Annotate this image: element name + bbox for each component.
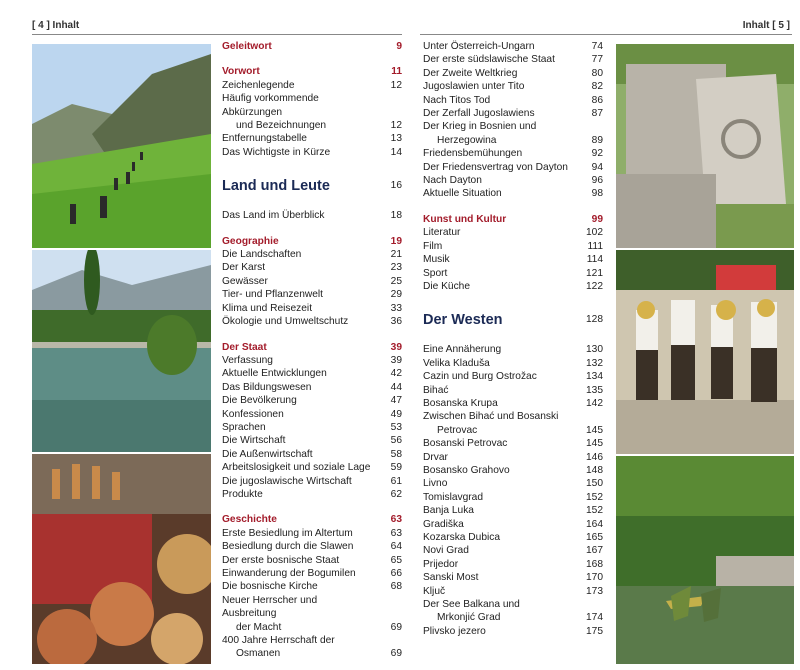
toc-entry [222,448,402,461]
toc-page-number: 42 [390,368,402,380]
photo-stecci-tombstones [616,44,794,248]
header-rule-right [420,34,792,35]
toc-page-number: 152 [586,491,603,503]
toc-entry-title: Das Wichtigste in Kürze [222,146,331,158]
toc-entry-title: Bosanski Petrovac [423,438,508,450]
toc-entry-title: Bihać [423,384,449,396]
toc-entry-title: Aktuelle Entwicklungen [222,368,327,380]
toc-entry-title: Prijedor [423,558,459,570]
toc-entry-title: Die Landschaften [222,249,302,261]
toc-entry-title: Der Zerfall Jugoslawiens [423,108,535,120]
toc-page-number: 165 [586,532,603,543]
toc-entry [423,544,603,557]
toc-page-number [581,120,603,133]
toc-entry [222,475,402,488]
toc-entry-title: Die Bevölkerung [222,395,297,407]
toc-page-number: 77 [591,54,603,66]
toc-entry [222,580,402,593]
toc-entry-title: Ključ [423,585,446,597]
toc-page-number: 142 [586,397,603,409]
toc-entry [423,625,603,638]
toc-page-number: 122 [586,280,603,292]
toc-entry [423,397,603,410]
toc-entry [222,421,402,434]
toc-entry-title: Jugoslawien unter Tito [423,81,525,93]
toc-entry-title: Bosanska Krupa [423,397,498,409]
toc-entry-title: Zeichenlegende [222,79,295,91]
toc-entry-title: Film [423,240,443,252]
toc-page-number: 99 [591,213,603,225]
toc-page-number: 64 [390,541,402,553]
toc-chapter-heading [423,311,603,329]
toc-entry [222,461,402,474]
photo-hikers-meadow [32,44,211,248]
toc-page-number: 19 [390,235,402,247]
toc-page-number: 36 [390,316,402,328]
toc-page-number: 114 [586,254,603,266]
toc-page-number: 150 [586,478,603,490]
toc-entry-title: Ökologie und Umweltschutz [222,316,349,328]
toc-entry-title: Cazin und Burg Ostrožac [423,371,537,383]
toc-entry [423,357,603,370]
toc-entry [423,120,603,133]
toc-page-number: 62 [390,488,402,500]
toc-page-number: 168 [586,558,603,570]
toc-entry-title: Zwischen Bihać und Bosanski [423,411,559,423]
toc-page-number: 47 [390,395,402,407]
toc-entry [222,209,402,222]
toc-page-number: 63 [390,514,402,526]
toc-entry-title: Häufig vorkommende Abkürzungen [222,93,319,118]
toc-entry [423,424,603,437]
toc-page-number: 65 [390,554,402,566]
toc-entry-title: Geleitwort [222,41,272,52]
toc-page-number [581,598,603,611]
toc-page-number: 63 [390,527,402,539]
toc-page-number [581,410,603,423]
toc-entry-title: 400 Jahre Herrschaft der [222,635,335,647]
toc-entry [423,107,603,120]
toc-entry [222,567,402,580]
toc-page-number: 39 [390,341,402,353]
toc-page-number: 167 [586,545,603,557]
toc-entry [423,464,603,477]
toc-entry [423,161,603,174]
toc-entry [222,381,402,394]
toc-page-number: 174 [586,612,603,624]
toc-entry-title: und Bezeichnungen [236,120,327,132]
toc-page-number: 87 [591,108,603,120]
toc-page-number: 128 [586,314,603,326]
toc-entry-title: Literatur [423,227,461,239]
toc-entry-title: Die Küche [423,280,471,292]
toc-entry-title: Musik [423,254,450,266]
toc-entry-title: Drvar [423,451,448,463]
toc-page-number: 82 [591,81,603,93]
toc-page-number: 175 [586,625,603,637]
toc-page-number: 58 [390,448,402,460]
toc-page-number: 11 [391,66,402,78]
toc-page-number: 94 [591,161,603,173]
toc-entry [423,451,603,464]
toc-section-heading [222,341,402,354]
toc-page-number: 148 [586,464,603,476]
toc-entry [423,267,603,280]
toc-entry-title: Arbeitslosigkeit und soziale Lage [222,462,371,474]
toc-page-number: 135 [586,384,603,396]
toc-page-number: 66 [390,568,402,579]
toc-entry [222,488,402,501]
toc-entry [423,558,603,571]
photo-brass-band [616,250,794,454]
toc-entry [423,518,603,531]
toc-entry [423,343,603,356]
toc-entry-title: Entfernungstabelle [222,133,307,145]
toc-page-number: 121 [586,267,603,279]
toc-entry [423,571,603,584]
toc-page-number: 25 [390,275,402,287]
toc-entry [423,611,603,624]
toc-section-heading [423,213,603,226]
toc-page-number: 9 [396,41,402,52]
toc-entry-title: Friedensbemühungen [423,148,523,160]
header-rule-left [32,34,402,35]
header-right: Inhalt [ 5 ] [742,20,790,31]
toc-entry [423,531,603,544]
toc-entry [423,370,603,383]
toc-entry [222,527,402,540]
toc-entry-title: Sanski Most [423,572,479,584]
toc-entry-title: Besiedlung durch die Slawen [222,541,354,553]
toc-entry-title: Sprachen [222,421,266,433]
toc-page-number: 44 [390,381,402,393]
toc-entry-title: Die bosnische Kirche [222,581,318,593]
toc-entry [222,634,402,647]
toc-entry [222,132,402,145]
toc-entry-title: Geschichte [222,514,277,526]
toc-entry-title: Der erste bosnische Staat [222,554,340,566]
toc-entry-title: Kozarska Dubica [423,532,501,543]
toc-page-number: 18 [390,210,402,222]
photo-river-landscape [32,250,211,452]
toc-entry [423,384,603,397]
toc-entry [423,53,603,66]
toc-entry-title: Livno [423,478,448,490]
toc-section-heading [222,513,402,526]
toc-entry [423,40,603,53]
photo-lake-boats [616,456,794,664]
toc-page-number: 134 [586,371,603,383]
toc-entry-title: Der See Balkana und [423,599,520,611]
toc-entry-title: Der Zweite Weltkrieg [423,67,518,79]
toc-page-number: 86 [591,94,603,106]
toc-entry-title: Der Krieg in Bosnien und [423,121,537,133]
toc-page-number: 145 [586,438,603,450]
toc-page-number: 170 [586,572,603,584]
toc-entry [423,253,603,266]
toc-entry-title: Die jugoslawische Wirtschaft [222,475,352,487]
toc-section-heading [222,65,402,78]
toc-entry [423,240,603,253]
toc-entry [423,94,603,107]
toc-entry [222,92,402,119]
toc-entry [423,67,603,80]
toc-page-number: 33 [390,302,402,314]
toc-entry-title: Plivsko jezero [423,625,486,637]
toc-entry-title: Erste Besiedlung im Altertum [222,527,353,539]
toc-entry [222,540,402,553]
toc-entry-title: Der Karst [222,262,266,274]
toc-entry-title: Neuer Herrscher und Ausbreitung [222,594,318,620]
toc-entry [423,491,603,504]
toc-entry-title: Verfassung [222,354,273,366]
toc-page-number: 80 [591,67,603,79]
toc-entry-title: Herzegowina [437,134,497,146]
toc-page-number: 96 [591,175,603,187]
toc-entry-title: Der Staat [222,341,267,353]
toc-column-right [423,40,603,638]
toc-entry [222,261,402,274]
toc-entry [222,315,402,328]
toc-entry [222,302,402,315]
toc-entry [222,146,402,159]
toc-page-number: 59 [390,462,402,474]
toc-page-number: 130 [586,344,603,356]
toc-entry-title: Klima und Reisezeit [222,302,313,314]
toc-page-number: 164 [586,518,603,530]
toc-page-number [380,594,402,621]
toc-entry [222,119,402,132]
toc-column-left [222,40,402,661]
toc-entry-title: Banja Luka [423,505,474,517]
toc-entry [423,226,603,239]
toc-page-number: 89 [591,134,603,146]
toc-entry-title: Vorwort [222,66,260,78]
toc-entry-title: Kunst und Kultur [423,213,507,225]
toc-entry-title: Die Außenwirtschaft [222,448,313,460]
toc-page-number: 13 [390,133,402,145]
toc-page-number: 98 [591,188,603,200]
toc-entry-title: Tomislavgrad [423,491,484,503]
toc-page-number: 145 [586,424,603,436]
toc-entry-title: Velika Kladuša [423,357,490,369]
toc-page-number: 12 [390,79,402,91]
toc-entry [222,554,402,567]
toc-entry [222,79,402,92]
toc-entry [423,598,603,611]
toc-page-number: 39 [390,354,402,366]
toc-entry [423,147,603,160]
toc-entry-title: Der erste südslawische Staat [423,54,555,66]
toc-page-number: 111 [587,240,603,252]
toc-entry [222,394,402,407]
toc-entry [423,437,603,450]
toc-page-number: 146 [586,451,603,463]
toc-page-number: 69 [390,621,402,633]
toc-entry-title: Nach Titos Tod [423,94,491,106]
toc-entry [423,134,603,147]
toc-page-number: 14 [390,146,402,158]
toc-entry-title: Das Land im Überblick [222,210,325,222]
toc-entry [222,248,402,261]
toc-entry-title: Petrovac [437,424,478,436]
toc-entry-title: der Macht [236,621,282,633]
toc-entry-title: Der Friedensvertrag von Dayton [423,161,568,173]
toc-page-number: 68 [390,581,402,593]
toc-page-number [380,92,402,119]
toc-page-number [380,634,402,647]
toc-entry-title: Novi Grad [423,545,469,557]
toc-entry-title: Osmanen [236,648,281,660]
toc-entry-title: Nach Dayton [423,175,482,187]
toc-section-heading [222,235,402,248]
toc-page-number: 132 [586,357,603,369]
toc-entry [222,288,402,301]
toc-entry [222,621,402,634]
toc-page-number: 74 [591,41,603,52]
toc-chapter-heading [222,177,402,195]
toc-page-number: 29 [390,289,402,301]
toc-entry [222,275,402,288]
toc-entry [423,80,603,93]
toc-entry-title: Mrkonjić Grad [437,612,501,624]
toc-page-number: 173 [586,585,603,597]
toc-entry [423,504,603,517]
toc-page-number: 49 [390,408,402,420]
toc-entry [423,585,603,598]
toc-page-number: 53 [390,421,402,433]
toc-entry [423,410,603,423]
toc-page-number: 92 [591,148,603,160]
toc-entry-title: Tier- und Pflanzenwelt [222,289,323,301]
toc-entry [222,408,402,421]
toc-entry-title: Der Westen [423,312,503,329]
toc-entry [222,434,402,447]
toc-entry-title: Eine Annäherung [423,344,502,356]
toc-entry [222,594,402,621]
toc-page-number: 102 [586,227,603,239]
toc-entry-title: Geographie [222,235,279,247]
toc-page-number: 21 [390,249,402,261]
toc-entry [423,187,603,200]
toc-entry-title: Sport [423,267,448,279]
toc-entry-title: Bosansko Grahovo [423,464,510,476]
toc-entry-title: Einwanderung der Bogumilen [222,568,356,579]
toc-entry-title: Aktuelle Situation [423,188,502,200]
toc-entry-title: Gradiška [423,518,464,530]
toc-page-number: 69 [390,648,402,660]
toc-entry-title: Das Bildungswesen [222,381,312,393]
toc-page-number: 12 [390,120,402,132]
toc-entry-title: Gewässer [222,275,268,287]
toc-entry [222,367,402,380]
toc-entry [423,280,603,293]
toc-page-number: 16 [390,180,402,192]
toc-entry [423,174,603,187]
toc-entry-title: Produkte [222,488,263,500]
toc-entry-title: Die Wirtschaft [222,435,286,447]
toc-entry [222,647,402,660]
toc-entry [423,477,603,490]
toc-entry-title: Konfessionen [222,408,284,420]
toc-page-number: 61 [390,475,402,487]
toc-page-number: 56 [390,435,402,447]
toc-section-heading [222,40,402,53]
photo-copper-market [32,454,211,664]
header-left: [ 4 ] Inhalt [32,20,80,31]
toc-entry-title: Unter Österreich-Ungarn [423,41,535,52]
toc-page-number: 152 [586,505,603,517]
toc-entry-title: Land und Leute [222,178,330,195]
toc-page-number: 23 [390,262,402,274]
toc-entry [222,354,402,367]
